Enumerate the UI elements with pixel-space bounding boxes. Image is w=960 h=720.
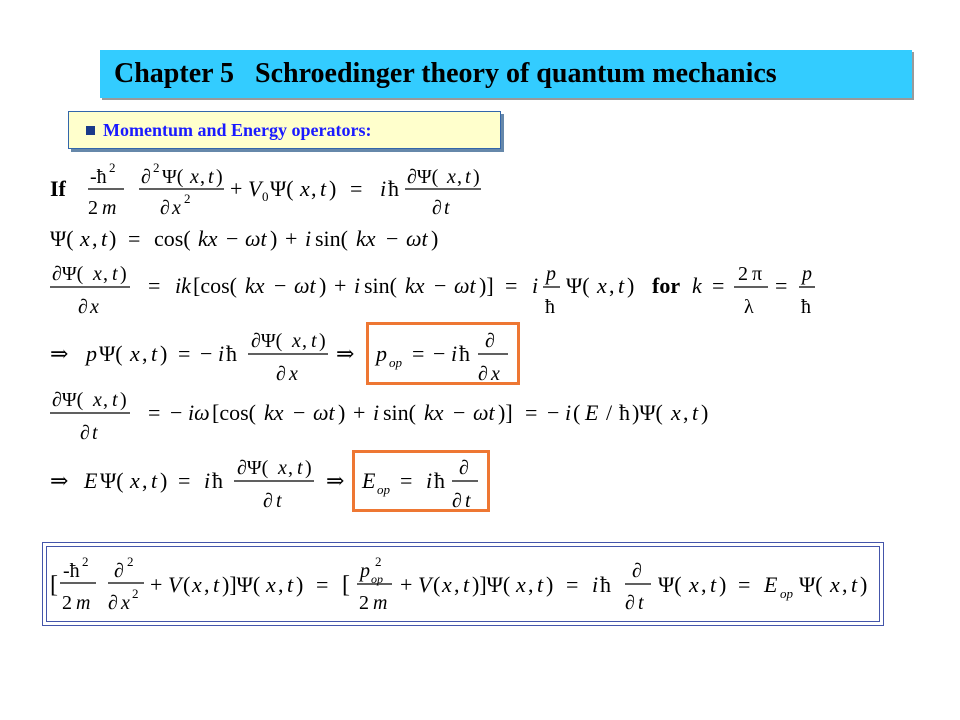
svg-text:t: t [618, 273, 625, 298]
svg-text:E: E [84, 468, 98, 493]
svg-text:[: [ [342, 572, 350, 598]
svg-text:sin(: sin( [364, 273, 397, 298]
svg-text:(: ( [433, 572, 441, 597]
svg-text:,: , [311, 176, 317, 201]
svg-text:ħ: ħ [619, 400, 630, 425]
svg-text:Ψ(: Ψ( [162, 166, 184, 188]
svg-text:ωt: ωt [406, 226, 428, 251]
equation-schroedinger-v0 [50, 160, 481, 219]
svg-text:x: x [93, 263, 102, 285]
svg-text:−: − [453, 400, 466, 425]
svg-text:t: t [710, 572, 717, 597]
svg-text:): ) [546, 572, 554, 597]
svg-text:p: p [86, 341, 97, 366]
svg-text:=: = [738, 572, 751, 597]
svg-text:x: x [289, 363, 298, 385]
svg-text:∂Ψ(: ∂Ψ( [237, 457, 269, 479]
svg-text:∂: ∂ [452, 490, 462, 512]
svg-text:+: + [285, 226, 298, 251]
svg-text:∂Ψ(: ∂Ψ( [251, 330, 283, 352]
svg-text:): ) [160, 341, 168, 366]
svg-text:=: = [148, 400, 161, 425]
svg-text:i: i [592, 572, 599, 597]
svg-text:=: = [775, 273, 788, 298]
svg-text:=: = [350, 176, 363, 201]
svg-text:=: = [316, 572, 329, 597]
svg-text:kx: kx [424, 400, 444, 425]
svg-text:∂: ∂ [141, 166, 151, 188]
page-title: Chapter 5 Schroedinger theory of quantum mechanics [114, 58, 777, 89]
svg-text:=: = [178, 468, 191, 493]
svg-text:,: , [454, 572, 460, 597]
svg-text:−: − [170, 400, 183, 425]
svg-text:i: i [218, 341, 225, 366]
svg-text:∂: ∂ [160, 197, 170, 219]
svg-text:i: i [565, 400, 572, 425]
svg-text:[cos(: [cos( [212, 400, 256, 425]
svg-text:+: + [400, 572, 413, 597]
svg-text:-ħ: -ħ [90, 166, 107, 188]
svg-text:p: p [802, 263, 812, 285]
svg-text:op: op [377, 482, 390, 497]
svg-text:∂: ∂ [459, 457, 469, 479]
svg-text:x: x [292, 330, 301, 352]
svg-text:i: i [305, 226, 312, 251]
svg-text:/: / [606, 400, 613, 425]
svg-text:t: t [151, 468, 158, 493]
svg-text:,: , [278, 572, 284, 597]
energy-operator-highlight [352, 450, 490, 512]
svg-text:x: x [597, 273, 607, 298]
svg-text:): ) [431, 226, 439, 251]
svg-text:k: k [692, 273, 702, 298]
svg-text:x: x [516, 572, 526, 597]
svg-text:t: t [537, 572, 544, 597]
svg-text:=: = [412, 341, 425, 366]
svg-text:=: = [505, 273, 518, 298]
svg-text:t: t [276, 490, 282, 512]
svg-text:): ) [109, 226, 117, 251]
svg-text:t: t [311, 330, 317, 352]
svg-text:2: 2 [132, 586, 139, 601]
svg-text:i: i [380, 176, 387, 201]
svg-text:x: x [491, 363, 500, 385]
svg-text:t: t [463, 572, 470, 597]
svg-text:i: i [373, 400, 380, 425]
svg-text:Ψ(: Ψ( [50, 226, 74, 251]
svg-text:∂: ∂ [478, 363, 488, 385]
svg-text:2: 2 [127, 554, 134, 569]
svg-text:0: 0 [262, 189, 269, 204]
svg-text:,: , [200, 166, 205, 188]
svg-text:∂Ψ(: ∂Ψ( [407, 166, 439, 188]
svg-text:[cos(: [cos( [193, 273, 237, 298]
svg-text:): ) [296, 572, 304, 597]
svg-text:kx: kx [264, 400, 284, 425]
svg-text:): ) [719, 572, 727, 597]
svg-text:kx: kx [356, 226, 376, 251]
svg-text:ωt: ωt [473, 400, 495, 425]
svg-text:,: , [457, 166, 462, 188]
svg-text:∂: ∂ [632, 560, 642, 582]
svg-text:x: x [192, 572, 202, 597]
svg-text:): ) [627, 273, 635, 298]
svg-text:,: , [302, 330, 307, 352]
svg-text:ωt: ωt [454, 273, 476, 298]
svg-text:Ψ(: Ψ( [566, 273, 590, 298]
svg-text:⇒: ⇒ [50, 341, 69, 366]
svg-text:p: p [546, 263, 556, 285]
svg-text:−: − [434, 273, 447, 298]
svg-text:,: , [842, 572, 848, 597]
svg-text:): ) [120, 389, 127, 411]
svg-text:∂: ∂ [78, 296, 88, 318]
final-equation-inner-frame [46, 546, 880, 622]
svg-text:kx: kx [245, 273, 265, 298]
svg-text:−: − [274, 273, 287, 298]
svg-text:sin(: sin( [315, 226, 348, 251]
svg-text:)]Ψ(: )]Ψ( [472, 572, 511, 597]
equation-wavefunction [50, 226, 438, 251]
svg-text:V: V [418, 572, 432, 597]
svg-text:−: − [200, 341, 213, 366]
svg-text:2: 2 [738, 263, 748, 285]
section-heading: Momentum and Energy operators: [103, 120, 372, 140]
svg-text:t: t [297, 457, 303, 479]
svg-text:t: t [287, 572, 294, 597]
svg-text:op: op [389, 355, 402, 370]
svg-text:x: x [300, 176, 310, 201]
svg-text:t: t [638, 592, 644, 614]
svg-text:t: t [465, 490, 471, 512]
svg-text:): ) [319, 273, 327, 298]
svg-text:t: t [851, 572, 858, 597]
svg-text:op: op [371, 572, 383, 586]
svg-text:t: t [692, 400, 699, 425]
svg-text:=: = [525, 400, 538, 425]
final-equation-frame [42, 542, 884, 626]
svg-text:x: x [130, 468, 140, 493]
svg-text:ωt: ωt [294, 273, 316, 298]
for-label: for [652, 273, 681, 298]
svg-text:sin(: sin( [383, 400, 416, 425]
svg-text:+: + [150, 572, 163, 597]
svg-text:2: 2 [359, 592, 369, 614]
svg-text:+: + [334, 273, 347, 298]
svg-text:(: ( [573, 400, 581, 425]
svg-text:,: , [609, 273, 615, 298]
svg-text:∂: ∂ [114, 560, 124, 582]
svg-text:)]Ψ(: )]Ψ( [222, 572, 261, 597]
svg-text:[: [ [50, 572, 58, 598]
equation-energy-derivative [50, 389, 708, 444]
svg-text:iω: iω [188, 400, 210, 425]
svg-text:ik: ik [175, 273, 191, 298]
svg-text:−: − [433, 341, 446, 366]
svg-text:∂: ∂ [625, 592, 635, 614]
svg-text:∂Ψ(: ∂Ψ( [52, 389, 84, 411]
svg-text:i: i [204, 468, 211, 493]
svg-text:π: π [752, 263, 763, 285]
svg-text:,: , [528, 572, 534, 597]
svg-text:,: , [103, 389, 108, 411]
svg-text:x: x [190, 166, 199, 188]
svg-text:x: x [90, 296, 99, 318]
svg-text:,: , [92, 226, 98, 251]
svg-text:∂: ∂ [263, 490, 273, 512]
svg-text:+: + [353, 400, 366, 425]
svg-text:Ψ(: Ψ( [658, 572, 682, 597]
svg-text:x: x [266, 572, 276, 597]
svg-text:x: x [689, 572, 699, 597]
svg-text:λ: λ [744, 296, 754, 318]
svg-text:−: − [226, 226, 239, 251]
svg-text:V: V [248, 176, 262, 201]
svg-text:2: 2 [82, 554, 89, 569]
svg-text:,: , [142, 468, 148, 493]
svg-text:−: − [293, 400, 306, 425]
svg-text:∂: ∂ [108, 592, 118, 614]
svg-text:x: x [447, 166, 456, 188]
svg-text:,: , [683, 400, 689, 425]
svg-text:Ψ(: Ψ( [799, 572, 823, 597]
if-label: If [50, 176, 66, 201]
svg-text:cos(: cos( [154, 226, 191, 251]
svg-text:): ) [701, 400, 709, 425]
svg-text:)]: )] [479, 273, 494, 298]
svg-text:x: x [172, 197, 181, 219]
svg-text:ħ: ħ [801, 296, 811, 318]
svg-text:t: t [444, 197, 450, 219]
svg-text:x: x [830, 572, 840, 597]
svg-text:m: m [102, 197, 117, 219]
equation-momentum-derivative [50, 263, 815, 318]
svg-text:): ) [160, 468, 168, 493]
svg-text:t: t [151, 341, 158, 366]
svg-text:): ) [120, 263, 127, 285]
momentum-operator-highlight [366, 322, 520, 385]
svg-text:ħ: ħ [545, 296, 555, 318]
svg-text:)Ψ(: )Ψ( [632, 400, 663, 425]
svg-text:2: 2 [62, 592, 72, 614]
svg-text:⇒: ⇒ [336, 341, 355, 366]
svg-text:): ) [473, 166, 480, 188]
svg-text:2: 2 [184, 191, 191, 206]
svg-text:∂: ∂ [432, 197, 442, 219]
svg-text:Ψ(: Ψ( [100, 468, 124, 493]
svg-text:∂: ∂ [80, 422, 90, 444]
svg-text:): ) [319, 330, 326, 352]
svg-text:x: x [130, 341, 140, 366]
svg-text:t: t [92, 422, 98, 444]
svg-text:+: + [230, 176, 243, 201]
svg-text:x: x [278, 457, 287, 479]
svg-text:⇒: ⇒ [326, 468, 345, 493]
svg-text:ħ: ħ [388, 176, 399, 201]
svg-text:2: 2 [88, 197, 98, 219]
svg-text:=: = [128, 226, 141, 251]
svg-text:ħ: ħ [600, 572, 611, 597]
svg-text:=: = [178, 341, 191, 366]
svg-text:E: E [362, 468, 376, 493]
svg-text:): ) [305, 457, 312, 479]
svg-text:E: E [585, 400, 599, 425]
svg-text:2: 2 [375, 554, 382, 569]
svg-text:x: x [80, 226, 90, 251]
svg-text:E: E [764, 572, 778, 597]
svg-text:): ) [860, 572, 868, 597]
svg-text:i: i [354, 273, 361, 298]
svg-text:ωt: ωt [313, 400, 335, 425]
svg-text:x: x [93, 389, 102, 411]
svg-text:ħ: ħ [226, 341, 237, 366]
svg-text:m: m [76, 592, 91, 614]
svg-text:−: − [547, 400, 560, 425]
svg-text:,: , [288, 457, 293, 479]
svg-text:,: , [701, 572, 707, 597]
svg-text:=: = [566, 572, 579, 597]
svg-text:Ψ(: Ψ( [99, 341, 123, 366]
svg-text:∂: ∂ [276, 363, 286, 385]
svg-text:=: = [400, 468, 413, 493]
svg-text:t: t [101, 226, 108, 251]
svg-text:2: 2 [153, 160, 160, 175]
svg-text:t: t [112, 389, 118, 411]
svg-text:): ) [216, 166, 223, 188]
svg-text:op: op [780, 586, 793, 601]
svg-text:i: i [426, 468, 433, 493]
svg-text:,: , [103, 263, 108, 285]
svg-text:m: m [373, 592, 388, 614]
svg-text:-ħ: -ħ [63, 560, 80, 582]
svg-text:,: , [204, 572, 210, 597]
svg-text:t: t [208, 166, 214, 188]
svg-text:t: t [112, 263, 118, 285]
svg-text:t: t [213, 572, 220, 597]
svg-text:−: − [386, 226, 399, 251]
svg-text:p: p [376, 341, 387, 366]
svg-text:x: x [121, 592, 130, 614]
svg-text:ħ: ħ [434, 468, 445, 493]
svg-text:i: i [451, 341, 458, 366]
svg-text:=: = [148, 273, 161, 298]
svg-text:(: ( [183, 572, 191, 597]
svg-text:p: p [360, 560, 370, 582]
svg-text:kx: kx [405, 273, 425, 298]
svg-text:ħ: ħ [459, 341, 470, 366]
svg-text:ħ: ħ [212, 468, 223, 493]
svg-text:t: t [320, 176, 327, 201]
svg-text:Ψ(: Ψ( [270, 176, 294, 201]
svg-text:)]: )] [498, 400, 513, 425]
svg-text:kx: kx [198, 226, 218, 251]
svg-text:ωt: ωt [245, 226, 267, 251]
svg-text:x: x [671, 400, 681, 425]
svg-text:2: 2 [109, 160, 116, 175]
svg-text:): ) [329, 176, 337, 201]
svg-text:V: V [168, 572, 182, 597]
svg-text:∂Ψ(: ∂Ψ( [52, 263, 84, 285]
svg-text:x: x [442, 572, 452, 597]
svg-text:i: i [532, 273, 539, 298]
svg-text:∂: ∂ [485, 330, 495, 352]
svg-text:⇒: ⇒ [50, 468, 69, 493]
svg-text:=: = [712, 273, 725, 298]
svg-text:): ) [338, 400, 346, 425]
svg-text:): ) [270, 226, 278, 251]
svg-text:,: , [142, 341, 148, 366]
svg-text:t: t [465, 166, 471, 188]
